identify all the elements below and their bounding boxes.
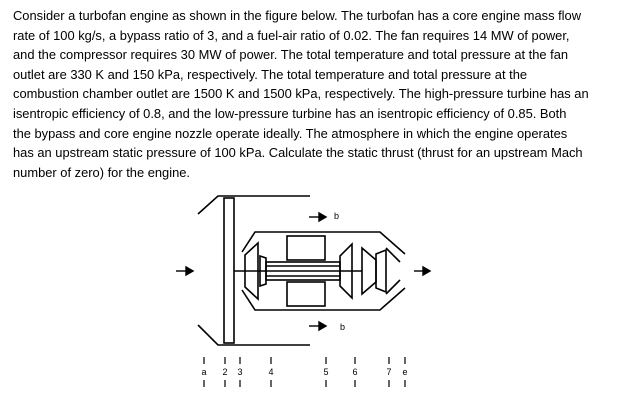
combustor-top xyxy=(287,236,325,260)
core-nozzle-top xyxy=(386,248,400,262)
bypass-arrow-bottom-head xyxy=(319,322,326,330)
station-label-7: 7 xyxy=(386,367,392,377)
problem-line: and the compressor requires 30 MW of power. The total temperature and total pressure at the fan xyxy=(13,47,569,63)
station-label-2: 2 xyxy=(222,367,228,377)
station-label-5: 5 xyxy=(323,367,329,377)
low-pressure-turbine-outer xyxy=(376,250,386,292)
combustor-bottom xyxy=(287,282,325,306)
problem-line: the bypass and core engine nozzle operate ideally. The atmosphere in which the engine operates xyxy=(13,125,568,141)
problem-line: number of zero) for the engine. xyxy=(13,164,190,180)
problem-line: Consider a turbofan engine as shown in the figure below. The turbofan has a core engine mass flow xyxy=(13,8,582,23)
station-label-3: 3 xyxy=(237,367,243,377)
bypass-label-bottom: b xyxy=(340,322,346,332)
fan-blade xyxy=(224,198,234,343)
low-pressure-turbine xyxy=(362,248,376,294)
fan-nacelle-top xyxy=(198,196,310,214)
station-label-4: 4 xyxy=(268,367,274,377)
fan-nacelle-bottom xyxy=(198,325,310,345)
station-label-a: a xyxy=(201,367,207,377)
problem-line: rate of 100 kg/s, a bypass ratio of 3, and a fuel-air ratio of 0.02. The fan requires 14 MW of power, xyxy=(13,27,570,43)
problem-line: isentropic efficiency of 0.8, and the low-pressure turbine has an isentropic efficiency of 0.85. Both xyxy=(13,105,567,121)
station-label-6: 6 xyxy=(352,367,358,377)
exit-arrow-head xyxy=(423,267,430,275)
problem-line: has an upstream static pressure of 100 kPa. Calculate the static thrust (thrust for an upstream Mach xyxy=(13,145,583,161)
station-label-e: e xyxy=(402,367,408,377)
bypass-arrow-top-head xyxy=(319,213,326,221)
inlet-arrow-head xyxy=(186,267,193,275)
core-nozzle-bottom xyxy=(386,280,400,294)
problem-line: outlet are 330 K and 150 kPa, respectively. The total temperature and total pressure at the xyxy=(13,66,528,82)
problem-line: combustion chamber outlet are 1500 K and 1500 kPa, respectively. The high-pressure turbine has an xyxy=(13,86,589,102)
bypass-label-top: b xyxy=(334,211,340,221)
